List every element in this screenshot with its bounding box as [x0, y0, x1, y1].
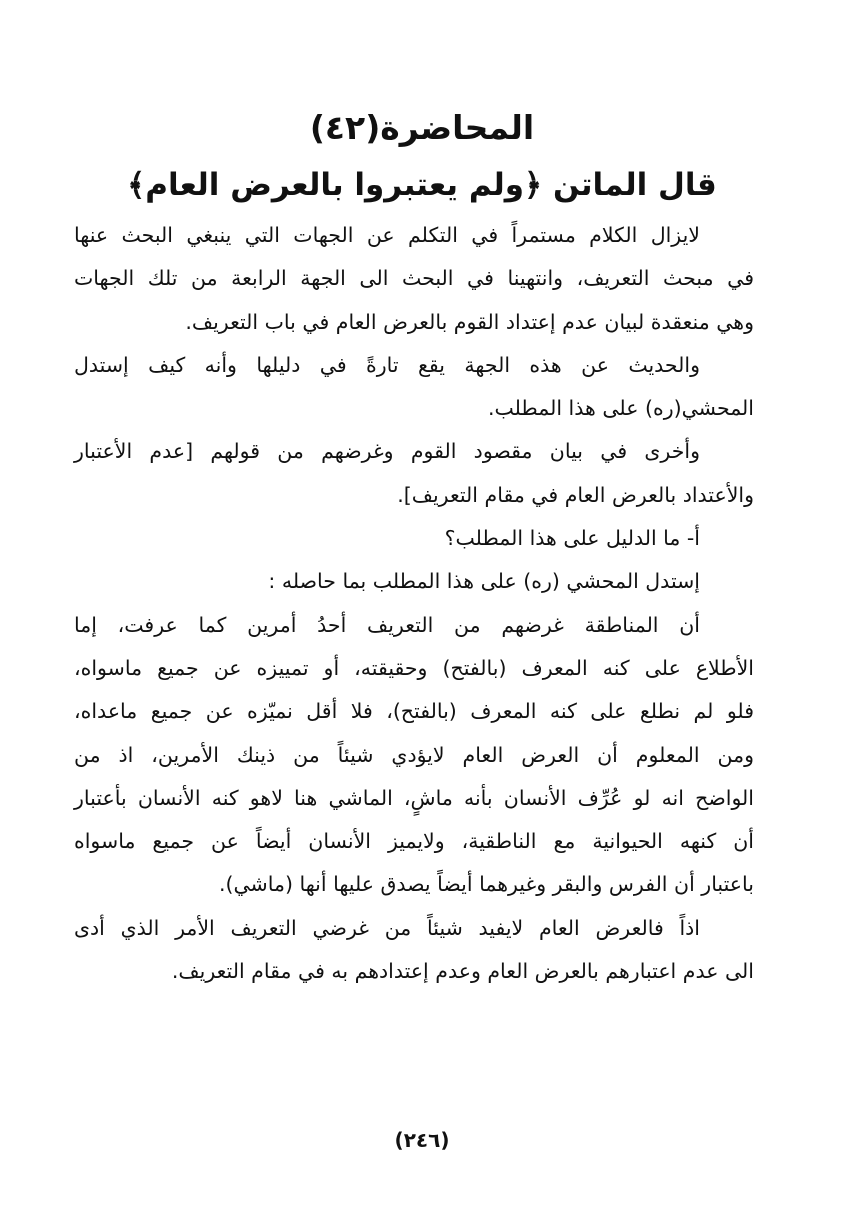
text-line: أن المناطقة غرضهم من التعريف أحدُ أمرين كما عرفت، إما	[74, 612, 700, 637]
text-line: الأطلاع على كنه المعرف (بالفتح) وحقيقته، أو تمييزه عن جميع ماسواه،	[74, 655, 754, 680]
text-line: والحديث عن هذه الجهة يقع تارةً في دليلها وأنه كيف إستدل	[74, 352, 700, 377]
paragraph-evidence-intro	[74, 560, 754, 603]
paragraph-intro	[74, 214, 754, 344]
paragraph-discussion	[74, 344, 754, 431]
paragraph-purpose	[74, 430, 754, 517]
text-line: لايزال الكلام مستمراً في التكلم عن الجهات التي ينبغي البحث عنها	[74, 223, 700, 247]
text-line: أن كنهه الحيوانية مع الناطقية، ولايميز الأنسان أيضاً عن جميع ماسواه	[74, 829, 754, 854]
text-line: الواضح انه لو عُرِّف الأنسان بأنه ماشٍ، الماشي هنا لاهو كنه الأنسان بأعتبار	[74, 785, 754, 810]
paragraph-conclusion	[74, 907, 754, 994]
text-line: أ- ما الدليل على هذا المطلب؟	[444, 526, 700, 551]
lecture-subtitle: قال الماتن ﴿ولم يعتبروا بالعرض العام﴾	[127, 167, 717, 203]
text-line: اذاً فالعرض العام لايفيد شيئاً من غرضي التعريف الأمر الذي أدى	[74, 915, 700, 940]
paragraph-evidence	[74, 604, 754, 907]
text-line: وهي منعقدة لبيان عدم إعتداد القوم بالعرض العام في باب التعريف.	[185, 309, 754, 334]
lecture-title: المحاضرة(٤٢)	[309, 108, 535, 147]
text-line: الى عدم اعتبارهم بالعرض العام وعدم إعتدادهم به في مقام التعريف.	[171, 959, 754, 984]
body-text	[74, 214, 754, 993]
text-line: المحشي(ره) على هذا المطلب.	[488, 396, 754, 421]
text-line: في مبحث التعريف، وانتهينا في البحث الى الجهة الرابعة من تلك الجهات	[74, 266, 754, 291]
text-line: إستدل المحشي (ره) على هذا المطلب بما حاصله :	[268, 569, 700, 594]
page-number: (٢٤٦)	[394, 1128, 450, 1152]
text-line: فلو لم نطلع على كنه المعرف (بالفتح)، فلا أقل نميّزه عن جميع ماعداه،	[74, 699, 754, 724]
text-line: والأعتداد بالعرض العام في مقام التعريف].	[397, 482, 754, 507]
paragraph-question	[74, 517, 754, 560]
text-line: ومن المعلوم أن العرض العام لايؤدي شيئاً من ذينك الأمرين، اذ من	[74, 742, 754, 767]
text-line: وأخرى في بيان مقصود القوم وغرضهم من قولهم [عدم الأعتبار	[74, 439, 700, 464]
text-line: باعتبار أن الفرس والبقر وغيرهما أيضاً يصدق عليها أنها (ماشي).	[218, 872, 754, 897]
